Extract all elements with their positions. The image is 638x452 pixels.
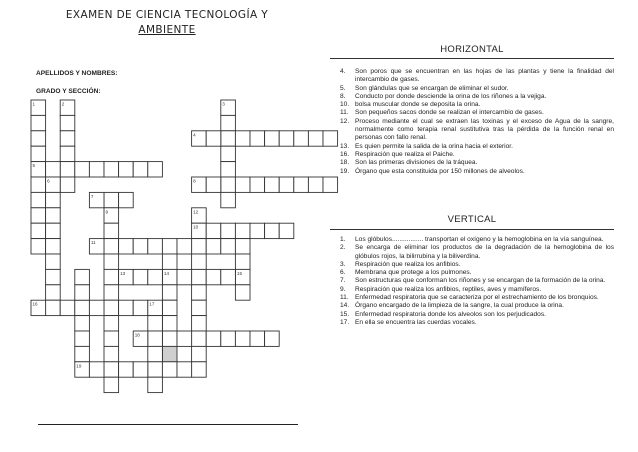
crossword-cell[interactable] <box>133 362 148 377</box>
crossword-cell[interactable] <box>221 131 236 146</box>
crossword-cell[interactable] <box>206 239 221 254</box>
crossword-cell[interactable] <box>60 146 75 161</box>
clue-text: bolsa muscular donde se deposita la orina. <box>355 101 481 109</box>
crossword-cell[interactable] <box>235 131 250 146</box>
exam-title-line1: EXAMEN DE CIENCIA TECNOLOGÍA Y <box>65 9 269 21</box>
crossword-cell[interactable] <box>235 223 250 238</box>
crossword-cell-number: 3 <box>222 101 225 107</box>
crossword-cell[interactable] <box>46 208 61 223</box>
crossword-cell[interactable] <box>162 331 177 346</box>
crossword-cell[interactable] <box>46 254 61 269</box>
clue-item <box>340 101 614 109</box>
clue-number: 11. <box>340 109 349 117</box>
clue-text: Respiración que realiza los anfibios, reptiles, aves y mamíferos. <box>355 285 542 293</box>
crossword-cell[interactable] <box>192 254 207 269</box>
clue-text: En ella se encuentra las cuerdas vocales. <box>355 318 477 326</box>
crossword-cell[interactable] <box>119 300 134 315</box>
crossword-cell[interactable] <box>31 223 46 238</box>
crossword-cell[interactable] <box>221 269 236 284</box>
exam-title-line2: AMBIENTE <box>138 24 196 36</box>
clue-item <box>340 159 614 167</box>
crossword-cell[interactable] <box>235 254 250 269</box>
crossword-cell[interactable] <box>221 177 236 192</box>
clue-number: 7. <box>340 277 346 285</box>
crossword-cell[interactable] <box>31 177 46 192</box>
crossword-cell[interactable] <box>104 377 119 392</box>
crossword-cell[interactable] <box>192 316 207 331</box>
crossword-cell[interactable] <box>294 177 309 192</box>
clue-text: Respiración que realiza los anfibios. <box>355 260 461 268</box>
crossword-cell-number: 8 <box>193 178 196 184</box>
crossword-cell-number: 10 <box>193 224 199 230</box>
vertical-rule <box>330 229 614 230</box>
crossword-cell[interactable] <box>192 239 207 254</box>
crossword-cell[interactable] <box>75 316 90 331</box>
crossword-cell[interactable] <box>31 208 46 223</box>
clue-item <box>340 93 614 101</box>
crossword-cell[interactable] <box>206 331 221 346</box>
crossword-cell-number: 13 <box>120 270 126 276</box>
clue-item <box>340 244 614 261</box>
clue-number: 17. <box>340 318 350 326</box>
crossword-cell-number: 6 <box>47 178 50 184</box>
crossword-cell[interactable] <box>75 300 90 315</box>
clue-number: 19. <box>340 167 350 175</box>
crossword-cell[interactable] <box>308 131 323 146</box>
crossword-cell[interactable] <box>133 239 148 254</box>
clue-text: Los glóbulos................. transportan el oxígeno y la hemoglobina en la vía sanguínea. <box>355 236 604 243</box>
crossword-cell[interactable] <box>148 346 163 361</box>
clue-number: 18. <box>340 159 350 167</box>
crossword-cell[interactable] <box>31 115 46 130</box>
crossword-cell[interactable] <box>148 377 163 392</box>
crossword-cell[interactable] <box>265 131 280 146</box>
names-field-label: APELLIDOS Y NOMBRES: <box>36 70 118 77</box>
clue-number: 6. <box>340 269 346 277</box>
crossword-cell[interactable] <box>148 239 163 254</box>
clue-item <box>340 151 614 159</box>
crossword-cell[interactable] <box>162 285 177 300</box>
crossword-cell[interactable] <box>89 362 104 377</box>
crossword-cell[interactable] <box>104 300 119 315</box>
crossword-cell[interactable] <box>60 300 75 315</box>
clue-item <box>340 269 614 277</box>
clue-number: 4. <box>340 68 346 75</box>
vertical-clue-list <box>340 236 614 327</box>
clue-item <box>340 319 614 327</box>
clue-number: 15. <box>340 310 350 318</box>
crossword-cell-number: 1 <box>32 101 36 107</box>
crossword-cell[interactable] <box>162 239 177 254</box>
crossword-cell[interactable] <box>104 362 119 377</box>
crossword-cell[interactable] <box>46 192 61 207</box>
crossword-cell[interactable] <box>104 223 119 238</box>
crossword-cell[interactable] <box>192 362 207 377</box>
clue-text: Enfermedad respiratoria donde los alveolos son los perjudicados. <box>355 310 546 318</box>
clue-number: 5. <box>340 84 346 92</box>
crossword-cell-number: 11 <box>90 240 96 246</box>
horizontal-rule <box>330 58 614 59</box>
crossword-cell[interactable] <box>192 300 207 315</box>
crossword-cell[interactable] <box>148 316 163 331</box>
clue-number: 12. <box>340 117 350 125</box>
crossword-cell[interactable] <box>162 362 177 377</box>
clue-number: 11. <box>340 294 349 302</box>
crossword-cell[interactable] <box>221 192 236 207</box>
crossword-cell[interactable] <box>133 269 148 284</box>
crossword-cell[interactable] <box>221 223 236 238</box>
horizontal-clue-list <box>340 68 614 176</box>
crossword-cell[interactable] <box>162 346 177 361</box>
crossword-cell[interactable] <box>279 131 294 146</box>
crossword-cell[interactable] <box>89 162 104 177</box>
crossword-cell[interactable] <box>60 131 75 146</box>
crossword-cell[interactable] <box>31 131 46 146</box>
crossword-cell[interactable] <box>148 331 163 346</box>
crossword-cell[interactable] <box>75 285 90 300</box>
crossword-cell[interactable] <box>31 239 46 254</box>
crossword-cell[interactable] <box>235 331 250 346</box>
bottom-rule <box>38 424 298 425</box>
crossword-cell[interactable] <box>177 331 192 346</box>
clue-item <box>340 311 614 319</box>
crossword-cell[interactable] <box>279 177 294 192</box>
clue-item <box>340 109 614 117</box>
crossword-cell[interactable] <box>162 300 177 315</box>
clue-item <box>340 286 614 294</box>
crossword-cell[interactable] <box>46 162 61 177</box>
crossword-cell[interactable] <box>323 177 338 192</box>
crossword-cell[interactable] <box>133 300 148 315</box>
clue-number: 2. <box>340 244 346 252</box>
crossword-cell[interactable] <box>250 331 265 346</box>
crossword-cell[interactable] <box>206 131 221 146</box>
crossword-cell-number: 2 <box>61 101 65 107</box>
crossword-cell[interactable] <box>206 269 221 284</box>
crossword-cell[interactable] <box>46 239 61 254</box>
clue-item <box>340 118 614 143</box>
crossword-cell[interactable] <box>162 254 177 269</box>
clue-item <box>340 168 614 176</box>
crossword-cell-number: 14 <box>163 270 170 276</box>
crossword-cell-number: 9 <box>105 209 109 215</box>
crossword-cell[interactable] <box>75 346 90 361</box>
clue-item <box>340 85 614 93</box>
crossword-cell[interactable] <box>177 362 192 377</box>
crossword-cell[interactable] <box>119 192 134 207</box>
crossword-cell[interactable] <box>104 162 119 177</box>
crossword-cell[interactable] <box>104 239 119 254</box>
crossword-cell-number: 16 <box>32 301 38 307</box>
clue-text: Respiración que realiza el Paiche. <box>355 150 455 158</box>
crossword-cell[interactable] <box>60 177 75 192</box>
crossword-cell[interactable] <box>104 269 119 284</box>
crossword-cell[interactable] <box>250 177 265 192</box>
clue-item <box>340 261 614 269</box>
clue-text: Conducto por donde desciende la orina de los riñones a la vejiga. <box>355 92 547 100</box>
clue-item <box>340 302 614 310</box>
crossword-cell-number: 18 <box>134 332 140 338</box>
crossword-cell[interactable] <box>192 331 207 346</box>
crossword-cell[interactable] <box>31 192 46 207</box>
crossword-cell[interactable] <box>265 177 280 192</box>
clue-text: Es quien permite la salida de la orina hacia el exterior. <box>355 142 513 150</box>
clue-number: 8. <box>340 92 346 100</box>
crossword-cell[interactable] <box>250 223 265 238</box>
clue-number: 1. <box>340 236 346 243</box>
clue-text: Son las primeras divisiones de la tráquea. <box>355 159 478 167</box>
crossword-cell[interactable] <box>221 146 236 161</box>
crossword-cell[interactable] <box>206 223 221 238</box>
clue-text: Son poros que se encuentran en las hojas de las plantas y tiene la finalidad del intercambio de gases. <box>355 68 614 84</box>
crossword-cell[interactable] <box>46 223 61 238</box>
crossword-cell[interactable] <box>265 331 280 346</box>
crossword-cell[interactable] <box>75 162 90 177</box>
crossword-cell[interactable] <box>192 346 207 361</box>
crossword-cell[interactable] <box>75 269 90 284</box>
clue-item <box>340 277 614 285</box>
crossword-cell[interactable] <box>235 177 250 192</box>
crossword-cell[interactable] <box>104 346 119 361</box>
clue-number: 10. <box>340 101 350 109</box>
crossword-cell-number: 19 <box>76 363 82 369</box>
crossword-cell-number: 15 <box>236 270 243 276</box>
crossword-cell[interactable] <box>75 331 90 346</box>
crossword-cell[interactable] <box>148 269 163 284</box>
crossword-cell-number: 7 <box>90 193 94 199</box>
crossword-cell[interactable] <box>46 285 61 300</box>
clue-number: 9. <box>340 285 346 293</box>
crossword-cell-number: 12 <box>193 209 199 215</box>
crossword-cell[interactable] <box>235 239 250 254</box>
crossword-cell[interactable] <box>265 223 280 238</box>
crossword-cell[interactable] <box>46 300 61 315</box>
crossword-cell[interactable] <box>148 162 163 177</box>
crossword-cell[interactable] <box>192 269 207 284</box>
crossword-cell[interactable] <box>162 316 177 331</box>
crossword-cell[interactable] <box>60 162 75 177</box>
crossword-cell[interactable] <box>104 192 119 207</box>
clue-text: Órgano encargado de la limpieza de la sangre, la cual produce la orina. <box>355 302 564 310</box>
crossword-cell[interactable] <box>104 316 119 331</box>
clue-text: Son estructuras que conforman los riñones y se encargan de la formación de la orina. <box>355 277 606 285</box>
crossword-cell[interactable] <box>177 269 192 284</box>
crossword-cell[interactable] <box>221 162 236 177</box>
crossword-cell[interactable] <box>177 239 192 254</box>
crossword-cell[interactable] <box>119 239 134 254</box>
clue-text: Enfermedad respiratoria que se caracteriza por el estrechamiento de los bronquios. <box>355 294 599 302</box>
clue-text: Son glándulas que se encargan de eliminar el sudor. <box>355 84 509 92</box>
crossword-cell-number: 17 <box>149 301 155 307</box>
clue-item <box>340 68 614 85</box>
crossword-cell[interactable] <box>46 269 61 284</box>
clue-number: 3. <box>340 260 346 268</box>
clue-text: Órgano que esta constituida por 150 millones de alveolos. <box>355 167 525 175</box>
crossword-cell[interactable] <box>235 285 250 300</box>
crossword-cell[interactable] <box>294 131 309 146</box>
crossword-cell[interactable] <box>119 162 134 177</box>
crossword-cell[interactable] <box>221 239 236 254</box>
clue-number: 14. <box>340 302 350 310</box>
clue-number: 13. <box>340 142 350 150</box>
clue-text: Proceso mediante el cual se extraen las toxinas y el exceso de Agua de la sangre, normalmente como terapia renal sustitutiva tras la pérdida de la función renal en personas con fallo renal. <box>355 117 614 142</box>
crossword-cell[interactable] <box>119 362 134 377</box>
crossword-cell[interactable] <box>89 300 104 315</box>
clue-item <box>340 236 614 244</box>
crossword-cell[interactable] <box>221 331 236 346</box>
crossword-cell[interactable] <box>192 285 207 300</box>
clue-item <box>340 143 614 151</box>
vertical-heading: VERTICAL <box>447 214 497 225</box>
crossword-cell[interactable] <box>104 285 119 300</box>
crossword-cell-number: 5 <box>32 163 36 169</box>
crossword-cell[interactable] <box>221 115 236 130</box>
crossword-cell[interactable] <box>308 177 323 192</box>
crossword-cell[interactable] <box>104 331 119 346</box>
grade-field-label: GRADO Y SECCIÓN: <box>36 88 101 95</box>
crossword-cell[interactable] <box>104 254 119 269</box>
crossword-cell[interactable] <box>250 131 265 146</box>
crossword-cell[interactable] <box>206 177 221 192</box>
crossword-cell[interactable] <box>60 115 75 130</box>
crossword-cell[interactable] <box>133 162 148 177</box>
horizontal-heading: HORIZONTAL <box>440 44 504 55</box>
clue-text: Se encarga de eliminar los productos de la degradación de la hemoglobina de los glóbulos rojos, la bilirrubina y la biliverdina. <box>355 244 614 260</box>
crossword-cell[interactable] <box>148 362 163 377</box>
crossword-cell[interactable] <box>323 131 338 146</box>
clue-text: Son pequeños sacos donde se realizan el intercambio de gases. <box>355 109 544 117</box>
clue-text: Membrana que protege a los pulmones. <box>355 269 472 277</box>
crossword-cell[interactable] <box>31 146 46 161</box>
crossword-cell-number: 4 <box>193 132 196 138</box>
clue-number: 16. <box>340 150 350 158</box>
crossword-cell[interactable] <box>279 223 294 238</box>
